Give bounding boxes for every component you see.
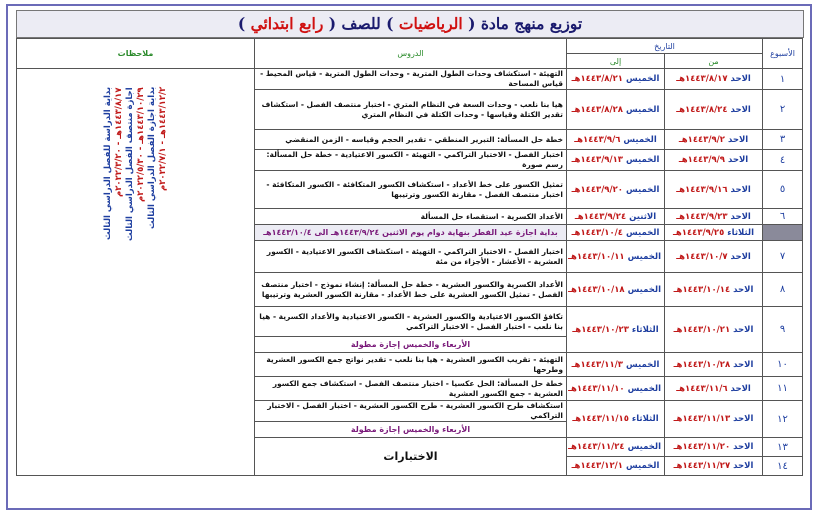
long-weekend-note: الأربعاء والخميس إجازة مطولة [255,422,567,438]
from-day: الاحد [733,284,754,295]
to-day: الثلاثاء [631,414,659,424]
page [6,4,812,510]
lessons-cell: التهيئة - استكشاف وحدات الطول المترية - وحدات الطول المترية - قياس المحيط - قياس المساحة [255,69,567,90]
to-value: ١٤٤٣/١١/١٠هـ [568,383,625,394]
to-day: الخميس [627,383,662,394]
from-date [665,150,763,171]
eid-holiday-banner: بداية اجازة عيد الفطر بنهاية دوام يوم الاثنين ١٤٤٣/٩/٢٤هـ الى ١٤٤٣/١٠/٤هـ [255,225,567,241]
from-date [665,353,763,377]
week-number-empty [763,225,803,241]
week-number: ١٣ [763,438,803,457]
to-value: ١٤٤٣/١٠/١١هـ [568,251,625,262]
to-day: الخميس [625,104,660,115]
title-subject: الرياضيات [398,14,463,33]
to-day: الخميس [627,442,662,452]
header-week: الأسبوع [763,39,803,69]
header-date: التاريخ [567,39,763,54]
from-day: الاحد [730,383,751,394]
from-day: الاحد [730,74,751,84]
from-day: الاحد [733,324,754,335]
week-number: ٧ [763,241,803,273]
to-date [567,273,665,307]
week-number: ١٢ [763,401,803,438]
to-day: الخميس [625,74,660,84]
notes-content [20,87,251,457]
from-value: ١٤٤٣/٩/١٦هـ [676,184,728,195]
lessons-cell: الأعداد الكسرية والكسور العشرية - خطة حل المسألة: إنشاء نموذج - اختبار منتصف الفصل - تمثيل الكسور العشرية على خط الأعداد - مقارنة الكسور العشرية وترتيبها [255,273,567,307]
from-date [665,225,763,241]
note-start-term-date: ١٤٤٣/٨/١٧هـ - ٢٠٢٢/٣/٢٠م [114,87,124,197]
week-number: ٣ [763,130,803,150]
from-value: ١٤٤٣/٩/٩هـ [678,155,725,165]
header-to: إلى [567,54,665,69]
from-value: ١٤٤٣/١١/٢٧هـ [673,461,731,471]
lessons-cell: استكشاف طرح الكسور العشرية - طرح الكسور العشرية - اختبار الفصل - الاختبار التراكمي [255,401,567,422]
lessons-cell: اختبار الفصل - الاختبار التراكمي - التهيئة - استكشاف الكسور الاعتيادية - الكسور العشرية - الأعشار - الأجزاء من مئة [255,241,567,273]
title-middle: ) للصف ( [323,14,399,33]
note-term-end-break: بداية اجازة الفصل الدراسي الثالث [147,87,157,230]
week-number: ٩ [763,307,803,353]
to-date [567,353,665,377]
to-date [567,457,665,476]
lessons-cell: اختبار الفصل - الاختبار التراكمي - التهيئة - الكسور الاعتيادية - خطة حل المسألة: رسم صورة [255,150,567,171]
from-value: ١٤٤٣/١١/٢٠هـ [673,442,731,452]
week-number: ٤ [763,150,803,171]
from-day: الاحد [733,442,754,452]
to-value: ١٤٤٣/٩/١٣هـ [571,155,623,165]
to-date [567,171,665,209]
from-date [665,457,763,476]
from-day: الاحد [733,414,754,424]
week-number: ٥ [763,171,803,209]
from-value: ١٤٤٣/٨/١٧هـ [676,74,728,84]
from-date [665,209,763,225]
from-date [665,130,763,150]
to-date [567,377,665,401]
to-date [567,150,665,171]
lessons-cell: الأعداد الكسرية - استقصاء حل المسألة [255,209,567,225]
note-mid-term-break: اجازة منتصف الفصل الدراسي الثالث [125,87,135,241]
table-row [17,69,803,90]
from-day: الاحد [730,211,751,222]
title-suffix: ) [237,14,251,33]
from-day: الاحد [733,461,754,471]
to-date [567,307,665,353]
to-value: ١٤٤٣/٩/٢٠هـ [571,184,623,195]
note-mid-term-break-date: ١٤٤٣/١٠/٢٩هـ - ٢٠٢٢/٥/٣٠م [136,87,146,202]
from-day: الاحد [733,359,754,370]
lessons-cell: التهيئة - تقريب الكسور العشرية - هيا بنا نلعب - تقدير نواتج جمع الكسور العشرية وطرحها [255,353,567,377]
from-value: ١٤٤٣/٩/٢٥هـ [672,227,725,238]
from-date [665,90,763,130]
from-date [665,377,763,401]
from-day: الثلاثاء [727,227,755,238]
title-grade: رابع ابتدائي [250,14,324,33]
week-number: ١ [763,69,803,90]
to-day: الخميس [625,461,660,471]
to-day: الخميس [625,155,660,165]
lessons-cell: خطة حل المسألة: الحل عكسيا - اختبار منتصف الفصل - استكشاف جمع الكسور العشرية - جمع الكسور العشرية [255,377,567,401]
header-from: من [665,54,763,69]
to-date [567,241,665,273]
to-date [567,130,665,150]
to-date [567,90,665,130]
to-day: الخميس [623,134,657,145]
week-number: ١٠ [763,353,803,377]
from-value: ١٤٤٣/١١/٦هـ [676,383,728,394]
week-number: ٨ [763,273,803,307]
to-value: ١٤٤٣/١١/١٥هـ [572,414,629,424]
notes-cell [17,69,255,476]
to-value: ١٤٤٣/١٠/١٨هـ [568,284,625,295]
to-day: الاثنين [629,211,657,222]
to-date [567,225,665,241]
to-day: الخميس [625,184,660,195]
week-number: ١٤ [763,457,803,476]
to-date [567,438,665,457]
to-value: ١٤٤٣/١٠/٢٣هـ [572,324,629,335]
from-date [665,307,763,353]
to-value: ١٤٤٣/١٢/١هـ [571,461,623,471]
week-number: ٦ [763,209,803,225]
from-date [665,401,763,438]
long-weekend-note: الأربعاء والخميس إجازة مطولة [255,337,567,353]
from-value: ١٤٤٣/٨/٢٤هـ [676,104,728,115]
from-date [665,273,763,307]
from-value: ١٤٤٣/١٠/١٤هـ [673,284,731,295]
note-start-term: بداية الدراسة للفصل الدراسي الثالث [103,87,113,241]
from-value: ١٤٤٣/٩/٢هـ [678,134,725,145]
header-lessons: الدروس [255,39,567,69]
week-number: ٢ [763,90,803,130]
lessons-cell: هيا بنا نلعب - وحدات السعة في النظام المتري - اختبار منتصف الفصل - استكشاف تقدير الكتلة وقياسها - وحدات الكتلة في النظام المتري [255,90,567,130]
header-notes: ملاحظات [17,39,255,69]
week-number: ١١ [763,377,803,401]
from-value: ١٤٤٣/١١/١٣هـ [673,414,731,424]
from-day: الاحد [727,134,749,145]
from-date [665,171,763,209]
to-value: ١٤٤٣/١١/٣هـ [571,359,623,370]
to-value: ١٤٤٣/١٠/٤هـ [571,227,623,238]
from-date [665,241,763,273]
page-title [16,10,804,38]
to-date [567,401,665,438]
from-day: الاحد [730,104,751,115]
to-day: الخميس [627,284,662,295]
to-value: ١٤٤٣/٨/٢١هـ [571,74,623,84]
to-value: ١٤٤٣/٩/٦هـ [574,134,621,145]
to-day: الخميس [625,227,660,238]
curriculum-table [16,38,803,476]
from-value: ١٤٤٣/١٠/٢١هـ [673,324,731,335]
from-day: الاحد [730,184,751,195]
to-value: ١٤٤٣/٨/٢٨هـ [571,104,623,115]
from-day: الاحد [727,155,749,165]
to-value: ١٤٤٣/٩/٢٤هـ [574,211,627,222]
from-date [665,438,763,457]
to-date [567,209,665,225]
to-date [567,69,665,90]
to-day: الخميس [625,359,660,370]
exams-cell: الاختبارات [255,438,567,476]
title-prefix: توزيع منهج مادة ( [462,14,583,33]
lessons-cell: تمثيل الكسور على خط الأعداد - استكشاف الكسور المتكافئة - الكسور المتكافئة - اختبار منتصف الفصل - مقارنة الكسور وترتيبها [255,171,567,209]
note-term-end-break-date: ١٤٤٣/١٢/٢هـ - ٢٠٢٢/٧/١م [158,87,168,192]
to-value: ١٤٤٣/١١/٢٤هـ [568,442,625,452]
lessons-cell: خطة حل المسألة: التبرير المنطقي - تقدير الحجم وقياسه - الزمن المنقضي [255,130,567,150]
from-value: ١٤٤٣/٩/٢٣هـ [676,211,728,222]
from-day: الاحد [730,251,751,262]
from-value: ١٤٤٣/١٠/٧هـ [676,251,728,262]
to-day: الخميس [627,251,662,262]
to-day: الثلاثاء [631,324,659,335]
from-value: ١٤٤٣/١٠/٢٨هـ [673,359,731,370]
lessons-cell: تكافؤ الكسور الاعتيادية والكسور العشرية - الكسور الاعتيادية والأعداد الكسرية - هيا بنا نلعب - اختبار الفصل - الاختبار التراكمي [255,307,567,337]
from-date [665,69,763,90]
